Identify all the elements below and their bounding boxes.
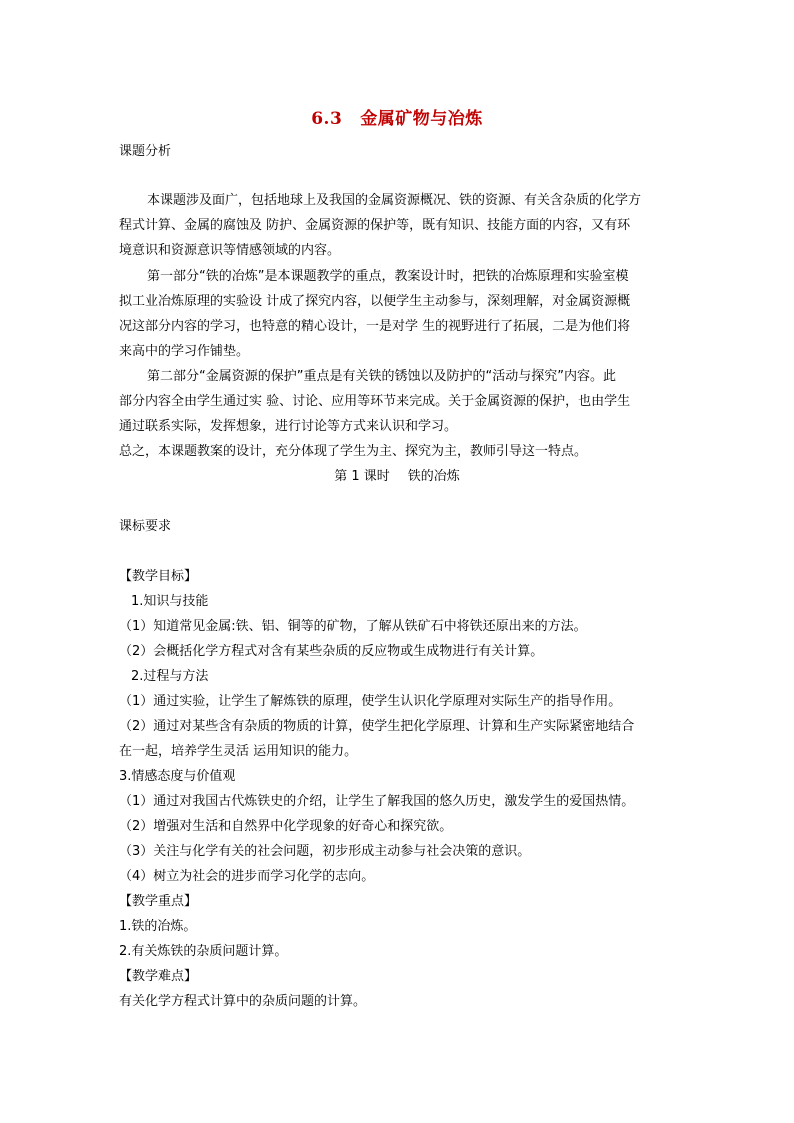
subsection-heading: 2.过程与方法 [131, 669, 209, 684]
paragraph-line: 部分内容全由学生通过实 验、讨论、应用等环节来完成。关于金属资源的保护，也由学生 [119, 394, 631, 409]
list-item: （2）通过对某些含有杂质的物质的计算，使学生把化学原理、计算和生产实际紧密地结合 [119, 719, 635, 734]
lesson-heading [0, 468, 794, 485]
paragraph-line: 程式计算、金属的腐蚀及 防护、金属资源的保护等，既有知识、技能方面的内容，又有环 [119, 218, 631, 233]
lesson-number: 第 1 课时 [334, 469, 390, 484]
paragraph-line: 第二部分“金属资源的保护”重点是有关铁的锈蚀以及防护的“活动与探究”内容。此 [147, 369, 616, 384]
paragraph-line: 来高中的学习作铺垫。 [119, 344, 250, 359]
document-title [0, 104, 794, 129]
section-heading-standard: 课标要求 [119, 519, 172, 534]
list-item: （1）通过实验，让学生了解炼铁的原理，使学生认识化学原理对实际生产的指导作用。 [119, 694, 622, 709]
list-item: （1）知道常见金属:铁、铝、铜等的矿物，了解从铁矿石中将铁还原出来的方法。 [119, 619, 587, 634]
difficulty-text: 有关化学方程式计算中的杂质问题的计算。 [119, 994, 367, 1009]
subsection-heading: 1.知识与技能 [131, 594, 209, 609]
list-item: （2）增强对生活和自然界中化学现象的好奇心和探究欲。 [119, 819, 453, 834]
title-text: 金属矿物与冶炼 [360, 109, 483, 129]
key-points-heading: 【教学重点】 [119, 894, 198, 909]
paragraph-line: 通过联系实际，发挥想象，进行讨论等方式来认识和学习。 [119, 419, 458, 434]
list-item: 在一起，培养学生灵活 运用知识的能力。 [119, 744, 358, 759]
list-item: （4）树立为社会的进步而学习化学的志向。 [119, 869, 375, 884]
title-number: 6.3 [311, 109, 343, 129]
difficulty-heading: 【教学难点】 [119, 969, 198, 984]
lesson-name: 铁的冶炼 [407, 469, 460, 484]
paragraph-line: 拟工业冶炼原理的实验设 计成了探究内容，以便学生主动参与，深刻理解，对金属资源概 [119, 294, 631, 309]
list-item: （3）关注与化学有关的社会问题，初步形成主动参与社会决策的意识。 [119, 844, 531, 859]
paragraph-line: 况这部分内容的学习，也特意的精心设计，一是对学 生的视野进行了拓展，二是为他们将 [119, 319, 631, 334]
list-item: 2.有关炼铁的杂质问题计算。 [119, 944, 288, 959]
paragraph-line: 境意识和资源意识等情感领域的内容。 [119, 243, 341, 258]
section-heading-analysis: 课题分析 [119, 144, 172, 159]
paragraph-line: 本课题涉及面广，包括地球上及我国的金属资源概况、铁的资源、有关含杂质的化学方 [147, 193, 642, 208]
list-item: （1）通过对我国古代炼铁史的介绍，让学生了解我国的悠久历史，激发学生的爱国热情。 [119, 794, 635, 809]
paragraph-line: 第一部分“铁的冶炼”是本课题教学的重点，教案设计时，把铁的冶炼原理和实验室模 [147, 269, 629, 284]
list-item: 1.铁的冶炼。 [119, 919, 197, 934]
goals-heading: 【教学目标】 [119, 569, 198, 584]
paragraph-line: 总之，本课题教案的设计，充分体现了学生为主、探究为主，教师引导这一特点。 [119, 444, 588, 459]
list-item: （2）会概括化学方程式对含有某些杂质的反应物或生成物进行有关计算。 [119, 644, 544, 659]
subsection-heading: 3.情感态度与价值观 [119, 769, 236, 784]
